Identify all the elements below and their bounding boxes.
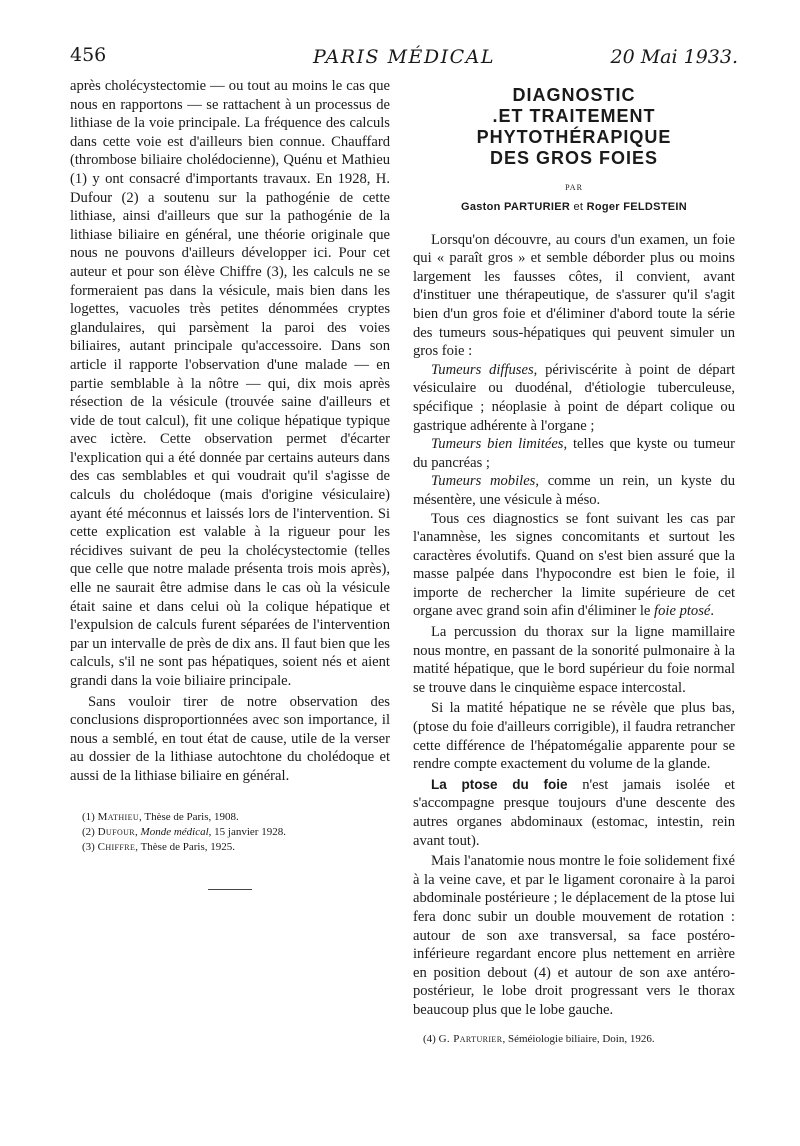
right-column <box>413 77 735 1047</box>
article-title-line-1: DIAGNOSTIC <box>512 85 636 105</box>
footnote-1 <box>82 810 390 825</box>
footnote-4-text: , Séméiologie biliaire, Doin, 1926. <box>502 1032 655 1045</box>
footnote-2-author: Dufour <box>97 825 136 838</box>
footnote-1-text: , Thèse de Paris, 1908. <box>139 810 239 823</box>
tumor-item-limited-text: , telles que kyste ou tumeur du pancréas ; <box>413 436 735 471</box>
footnote-1-author: Mathieu <box>97 810 140 823</box>
journal-title: PARIS MÉDICAL <box>312 46 496 68</box>
left-column <box>70 77 390 890</box>
tumor-item-mobile-label: Tumeurs mobiles <box>431 473 536 490</box>
author-1: Gaston PARTURIER <box>460 201 571 213</box>
footnote-4-author: G. Parturier <box>438 1032 503 1045</box>
right-paragraph-4: Si la matité hépatique ne se révèle que plus bas, (ptose du foie d'ailleurs corrigible), il faudra retrancher cette différence de l'hépatomégalie apparente pour se rendre compte exactement du volume de la glande. <box>413 700 735 773</box>
footnote-4-number: (4) <box>423 1032 436 1045</box>
footnote-4 <box>413 1032 735 1047</box>
article-authors <box>413 198 735 217</box>
footnote-3-text: , Thèse de Paris, 1925. <box>135 840 235 853</box>
article-title-line-2: .ET TRAITEMENT <box>492 106 656 126</box>
right-paragraph-2-end: . <box>710 603 715 620</box>
right-paragraph-2-text: Tous ces diagnostics se font suivant les cas par l'anamnèse, les signes concomitants et surtout les caractères évolutifs. Quand on s'est bien assuré que la masse palpée dans l'hypocondre est bien le foie, il importe de rechercher la limite supérieure de cet organe avec grand soin afin d'éliminer le <box>413 510 735 620</box>
footnote-2: (2) Dufour, Monde médical, 15 janvier 1928. <box>82 825 286 838</box>
article-title-line-4: DES GROS FOIES <box>489 148 659 168</box>
right-paragraph-3: La percussion du thorax sur la ligne mamillaire nous montre, en passant de la sonorité pulmonaire à la matité hépatique, que le bord supérieur du foie normal se trouve dans le cinquième espace intercostal. <box>413 624 735 696</box>
tumor-item-diffuse <box>413 361 735 435</box>
tumor-item-mobile <box>413 472 735 509</box>
right-paragraph-5 <box>413 776 735 850</box>
issue-date: 20 Mai 1933. <box>610 46 738 68</box>
footnote-3-author: Chiffre <box>97 840 136 853</box>
tumor-item-diffuse-text: , périviscérite à point de départ vésiculaire ou duodénal, d'étiologie tuberculeuse, spécifique ; néoplasie à point de départ colique ou gastrique adhérente à l'organe ; <box>413 361 735 434</box>
tumor-item-limited-label: Tumeurs bien limitées <box>431 436 564 453</box>
right-paragraph-2 <box>413 510 735 622</box>
right-paragraph-2-italic: foie ptosé <box>654 603 711 620</box>
footnote-2-number: (2) <box>82 825 95 838</box>
author-2: Roger FELDSTEIN <box>586 201 688 213</box>
footnote-3 <box>82 840 390 855</box>
right-paragraph-5-text: n'est jamais isolée et s'accompagne presque toujours d'une descente des autres organes abdominaux (estomac, intestin, rein avant tout). <box>413 776 735 849</box>
right-paragraph-1: Lorsqu'on découvre, au cours d'un examen, un foie qui « paraît gros » et semble déborder plus ou moins largement les fausses côtes, il convient, avant d'instituer une thérapeutique, de s'assurer qu'il s'agit bien d'un gros foie et d'éliminer d'abord toute la série des tumeurs sous-hépatiques qui peuvent simuler un gros foie : <box>413 231 735 360</box>
tumor-item-mobile-text: , comme un rein, un kyste du mésentère, une vésicule à méso. <box>413 473 736 508</box>
left-paragraph-1: après cholécystectomie — ou tout au moins le cas que nous en rapportons — se rattachent à un processus de lithiase de la voie principale. La fréquence des calculs dans cette voie est d'ailleurs bien connue. Chauffard (thrombose biliaire cholédocienne), Quénu et Mathieu (1) y ont consacré d'importants travaux. En 1928, H. Dufour (2) a soutenu sur la pathogénie de cette lithiase, ainsi d'ailleurs que sur la pathogénie de la lithiase biliaire en général, une théorie originale que nous ne pouvons d'ailleurs développer ici. Pour cet auteur et pour son élève Chiffre (3), les calculs ne se formeraient pas dans la vésicule, mais bien dans les logettes, vacuoles très petites dénommées cryptes glandulaires, qui parsèment la paroi des voies biliaires, autant principale qu'accessoire. Dans son article il rapporte l'observation d'une malade — en partie semblable à la nôtre — qui, dix mois après résection de la vésicule (trouvée saine d'ailleurs et vide de tout calcul), fit une colique hépatique typique avec ictère. Cette observation permet d'écarter l'explication qui a été donnée par certains auteurs dans des cas semblables et qui voudrait qu'il s'agisse de calculs du cholédoque (mais d'origine vésiculaire) ayant été méconnus et laissés lors de l'intervention. Si cette explication est valable à la rigueur pour les récidives suivant de peu la cholécystectomie (telles que celle que notre malade présenta trois mois après), elle ne saurait être admise dans le cas où la vésicule était saine et dans celui où la colique hépatique et l'expulsion de calculs furent séparées de l'intervention par un intervalle de près de dix ans. Il faut bien que les calculs, s'il ne sont pas hépatiques, soient nés et aient grandi dans la voie biliaire principale. <box>70 78 390 689</box>
right-paragraph-5-lead: La ptose du foie <box>431 776 568 792</box>
footnote-2-work: Monde médical <box>140 825 209 838</box>
right-paragraph-6: Mais l'anatomie nous montre le foie solidement fixé à la veine cave, et par le ligament coronaire à la paroi abdominale postérieure ; le déplacement de la ptose lui fera donc subir un double mouvement de rotation : autour de son axe transversal, sa face postéro-inférieure regardant encore plus nettement en arrière en position debout (4) et autour de son axe antéro-postérieur, le lobe droit progressant vers le thorax beaucoup plus que le lobe gauche. <box>413 853 735 1018</box>
left-paragraph-2: Sans vouloir tirer de notre observation des conclusions disproportionnées avec son importance, il nous a semblé, en tout état de cause, utile de la verser au dossier de la lithiase autochtone du cholédoque et aussi de la lithiase biliaire en général. <box>70 693 390 784</box>
footnote-3-number: (3) <box>82 840 95 853</box>
tumor-item-limited <box>413 435 735 472</box>
footnote-2-text: , 15 janvier 1928. <box>208 825 286 838</box>
running-header <box>70 44 738 72</box>
footnote-1-number: (1) <box>82 810 95 823</box>
author-conjunction: et <box>573 201 584 213</box>
article-title-line-3: PHYTOTHÉRAPIQUE <box>476 127 672 147</box>
byline-par: PAR <box>565 183 583 192</box>
page-number: 456 <box>70 44 107 66</box>
tumor-item-diffuse-label: Tumeurs diffuses <box>431 361 534 378</box>
article-title <box>413 85 735 169</box>
footnotes-left <box>70 810 390 855</box>
section-divider <box>208 889 252 890</box>
